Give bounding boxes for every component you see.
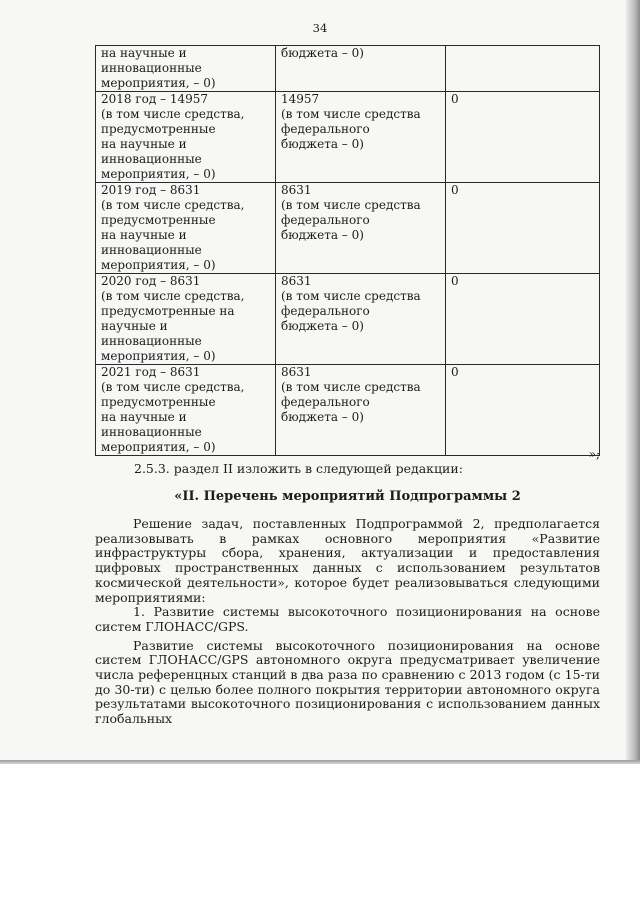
scan-edge-shadow [626, 0, 640, 762]
closing-quote: »; [588, 447, 600, 461]
scan-bottom-edge [0, 760, 640, 764]
table-row [96, 274, 600, 365]
body-text [95, 517, 600, 727]
table-cell: 2019 год – 8631 (в том числе средства, предусмотренные на научные и инновационные мероприятия, – 0) [96, 183, 276, 274]
page-number: 34 [312, 21, 328, 35]
table-cell: 14957 (в том числе средства федерального бюджета – 0) [276, 92, 446, 183]
table-cell: на научные и инновационные мероприятия, – 0) [96, 46, 276, 92]
amendment-clause: 2.5.3. раздел II изложить в следующей редакции: [134, 461, 463, 476]
paragraph: Развитие системы высокоточного позиционирования на основе систем ГЛОНАСС/GPS автономного округа предусматривает увеличение числа референцных станций в два раза по сравнению с 2013 годом (с 15-ти до 30-ти) с целью более полного покрытия территории автономного округа результатами высокоточного позиционирования с использованием данных глобальных [95, 637, 600, 727]
table-row [96, 183, 600, 274]
table-cell: бюджета – 0) [276, 46, 446, 92]
table-row [96, 92, 600, 183]
table-cell: 0 [446, 183, 600, 274]
paragraph: 1. Развитие системы высокоточного позиционирования на основе систем ГЛОНАСС/GPS. [95, 604, 600, 634]
table-cell: 0 [446, 92, 600, 183]
table-cell: 8631 (в том числе средства федерального бюджета – 0) [276, 365, 446, 456]
table-cell: 2018 год – 14957 (в том числе средства, предусмотренные на научные и инновационные мероприятия, – 0) [96, 92, 276, 183]
table-cell: 8631 (в том числе средства федерального бюджета – 0) [276, 274, 446, 365]
table-cell: 0 [446, 365, 600, 456]
funding-table [95, 45, 600, 456]
table-cell: 8631 (в том числе средства федерального бюджета – 0) [276, 183, 446, 274]
table-row [96, 46, 600, 92]
section-heading: «II. Перечень мероприятий Подпрограммы 2 [174, 489, 521, 504]
table-cell: 0 [446, 274, 600, 365]
paragraph: Решение задач, поставленных Подпрограммой 2, предполагается реализовывать в рамках основного мероприятия «Развитие инфраструктуры сбора, хранения, актуализации и предоставления цифровых пространственных данных с использованием результатов космической деятельности», которое будет реализовываться следующими мероприятиями: [95, 516, 600, 605]
table-cell: 2020 год – 8631 (в том числе средства, предусмотренные на научные и инновационные мероприятия, – 0) [96, 274, 276, 365]
table-row [96, 365, 600, 456]
table-cell: 2021 год – 8631 (в том числе средства, предусмотренные на научные и инновационные мероприятия, – 0) [96, 365, 276, 456]
table-cell [446, 46, 600, 92]
